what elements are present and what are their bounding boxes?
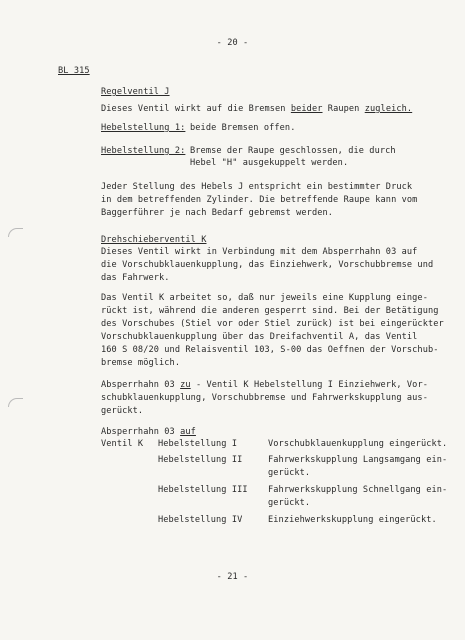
hebelstellung-row-desc: Fahrwerkskupplung Schnellgang ein- — [268, 485, 448, 495]
paragraph-line: schubklauenkupplung, Vorschubbremse und Fahrwerkskupplung aus- — [101, 393, 428, 403]
paragraph-line: 160 S 08/20 und Relaisventil 103, S-00 das Oeffnen der Vorschub- — [101, 345, 439, 355]
hebelstellung-row-pos: Hebelstellung II — [158, 455, 243, 465]
punch-hole-mark — [8, 228, 23, 237]
paragraph-line: rückt ist, während die anderen gesperrt sind. Bei der Betätigung — [101, 306, 439, 316]
absperrhahn-auf-line: Absperrhahn 03 auf — [101, 427, 196, 437]
absperrhahn-zu-line: Absperrhahn 03 zu - Ventil K Hebelstellung I Einziehwerk, Vor- — [101, 380, 428, 390]
hebelstellung-row-pos: Hebelstellung III — [158, 485, 248, 495]
section-title-drehschieber: Drehschieberventil K — [101, 235, 207, 245]
hebelstellung-row-desc: gerückt. — [268, 468, 311, 478]
section-title-regelventil: Regelventil J — [101, 87, 170, 97]
hebelstellung-row-desc: Vorschubklauenkupplung eingerückt. — [268, 439, 448, 449]
paragraph-line: die Vorschubklauenkupplung, das Einziehwerk, Vorschubbremse und — [101, 260, 434, 270]
punch-hole-mark — [8, 398, 23, 407]
paragraph-line: Baggerführer je nach Bedarf gebremst werden. — [101, 208, 334, 218]
document-reference: BL 315 — [58, 66, 90, 76]
paragraph-line: in dem betreffenden Zylinder. Die betreffende Raupe kann vom — [101, 195, 418, 205]
hebelstellung-row-desc: Einziehwerkskupplung eingerückt. — [268, 515, 437, 525]
ventil-k-label: Ventil K — [101, 439, 144, 449]
page-number-top: - 20 - — [216, 38, 249, 48]
paragraph-line: Dieses Ventil wirkt in Verbindung mit dem Absperrhahn 03 auf — [101, 247, 418, 257]
paragraph-line: gerückt. — [101, 406, 144, 416]
hebelstellung-row-pos: Hebelstellung I — [158, 439, 238, 449]
paragraph-line: Jeder Stellung des Hebels J entspricht ein bestimmter Druck — [101, 182, 413, 192]
hebelstellung-1-text: beide Bremsen offen. — [190, 123, 296, 133]
hebelstellung-1-label: Hebelstellung 1: — [101, 123, 186, 133]
hebelstellung-row-desc: gerückt. — [268, 498, 311, 508]
hebelstellung-row-desc: Fahrwerkskupplung Langsamgang ein- — [268, 455, 448, 465]
hebelstellung-2-text-line: Hebel "H" ausgekuppelt werden. — [190, 158, 349, 168]
paragraph-line: Das Ventil K arbeitet so, daß nur jeweils eine Kupplung einge- — [101, 293, 428, 303]
paragraph-line: Vorschubklauenkupplung über das Dreifachventil A, das Ventil — [101, 332, 418, 342]
hebelstellung-row-pos: Hebelstellung IV — [158, 515, 243, 525]
regelventil-intro: Dieses Ventil wirkt auf die Bremsen beider Raupen zugleich. — [101, 104, 413, 114]
paragraph-line: bremse möglich. — [101, 358, 181, 368]
hebelstellung-2-text-line: Bremse der Raupe geschlossen, die durch — [190, 146, 396, 156]
paragraph-line: des Vorschubes (Stiel vor oder Stiel zurück) ist bei eingerückter — [101, 319, 444, 329]
page-number-bottom: - 21 - — [216, 572, 249, 582]
paragraph-line: das Fahrwerk. — [101, 273, 170, 283]
hebelstellung-2-label: Hebelstellung 2: — [101, 146, 186, 156]
